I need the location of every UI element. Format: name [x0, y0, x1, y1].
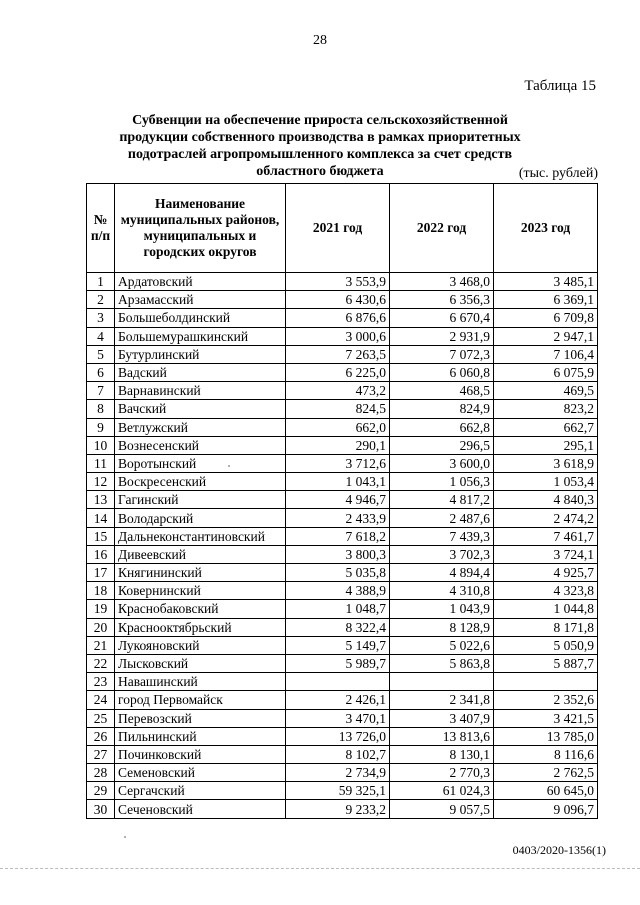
district-name: Краснобаковский: [115, 600, 286, 618]
value-2021: 290,1: [286, 436, 390, 454]
district-name: Гагинский: [115, 491, 286, 509]
value-2023: 7 106,4: [494, 345, 598, 363]
value-2023: 2 474,2: [494, 509, 598, 527]
value-2021: 3 712,6: [286, 454, 390, 472]
page-edge-mark: [0, 868, 640, 869]
row-number: 3: [87, 309, 115, 327]
value-2022: 4 310,8: [390, 582, 494, 600]
value-2023: 3 724,1: [494, 545, 598, 563]
district-name: Дивеевский: [115, 545, 286, 563]
value-2022: 6 670,4: [390, 309, 494, 327]
value-2021: 5 989,7: [286, 654, 390, 672]
value-2023: 3 421,5: [494, 709, 598, 727]
table-row: [87, 545, 598, 563]
value-2022: 7 072,3: [390, 345, 494, 363]
value-2023: 5 887,7: [494, 654, 598, 672]
column-header-2022: 2022 год: [390, 184, 494, 273]
row-number: 29: [87, 782, 115, 800]
value-2021: 662,0: [286, 418, 390, 436]
district-name: Лысковский: [115, 654, 286, 672]
column-header-num: № п/п: [87, 184, 115, 273]
district-name: Сеченовский: [115, 800, 286, 818]
table-label: Таблица 15: [524, 78, 596, 94]
value-2023: 3 618,9: [494, 454, 598, 472]
row-number: 11: [87, 454, 115, 472]
value-2023: 60 645,0: [494, 782, 598, 800]
value-2023: 5 050,9: [494, 636, 598, 654]
district-name: Лукояновский: [115, 636, 286, 654]
document-code: 0403/2020-1356(1): [512, 843, 606, 857]
row-number: 16: [87, 545, 115, 563]
value-2022: 6 060,8: [390, 363, 494, 381]
value-2022: [390, 673, 494, 691]
value-2023: 1 053,4: [494, 473, 598, 491]
value-2022: 13 813,6: [390, 727, 494, 745]
row-number: 25: [87, 709, 115, 727]
district-name: Воскресенский: [115, 473, 286, 491]
value-2022: 2 341,8: [390, 691, 494, 709]
value-2023: 9 096,7: [494, 800, 598, 818]
value-2021: 6 225,0: [286, 363, 390, 381]
value-2021: 7 263,5: [286, 345, 390, 363]
value-2023: 295,1: [494, 436, 598, 454]
district-name: Бутурлинский: [115, 345, 286, 363]
subsidies-table: [86, 183, 598, 819]
value-2021: 6 876,6: [286, 309, 390, 327]
row-number: 30: [87, 800, 115, 818]
table-row: [87, 273, 598, 291]
table-row: [87, 600, 598, 618]
table-row: [87, 345, 598, 363]
row-number: 6: [87, 363, 115, 381]
district-name: Большемурашкинский: [115, 327, 286, 345]
value-2022: 4 817,2: [390, 491, 494, 509]
document-title: Субвенции на обеспечение прироста сельскохозяйственной продукции собственного производства в рамках приоритетных подотраслей агропромышленного комплекса за счет средств областного бюджета: [119, 113, 521, 179]
district-name: Починковский: [115, 745, 286, 763]
value-2021: 8 102,7: [286, 745, 390, 763]
district-name: Большеболдинский: [115, 309, 286, 327]
table-row: [87, 363, 598, 381]
table-row: [87, 582, 598, 600]
table-row: [87, 473, 598, 491]
value-2022: 824,9: [390, 400, 494, 418]
value-2022: 3 407,9: [390, 709, 494, 727]
value-2021: 2 433,9: [286, 509, 390, 527]
value-2021: 5 149,7: [286, 636, 390, 654]
district-name: Володарский: [115, 509, 286, 527]
table-row: [87, 509, 598, 527]
district-name: Сергачский: [115, 782, 286, 800]
table-row: [87, 691, 598, 709]
value-2023: 2 947,1: [494, 327, 598, 345]
table-row: [87, 527, 598, 545]
value-2021: 3 800,3: [286, 545, 390, 563]
row-number: 15: [87, 527, 115, 545]
value-2023: 2 352,6: [494, 691, 598, 709]
table-row: [87, 291, 598, 309]
value-2021: 8 322,4: [286, 618, 390, 636]
table-row: [87, 709, 598, 727]
district-name: Перевозский: [115, 709, 286, 727]
units-label: (тыс. рублей): [518, 166, 598, 181]
table-row: [87, 327, 598, 345]
row-number: 21: [87, 636, 115, 654]
column-header-2021: 2021 год: [286, 184, 390, 273]
scan-speck: [124, 836, 126, 838]
value-2023: 4 323,8: [494, 582, 598, 600]
row-number: 20: [87, 618, 115, 636]
row-number: 17: [87, 564, 115, 582]
value-2023: 3 485,1: [494, 273, 598, 291]
value-2021: 1 048,7: [286, 600, 390, 618]
district-name: Ардатовский: [115, 273, 286, 291]
district-name: Варнавинский: [115, 382, 286, 400]
row-number: 13: [87, 491, 115, 509]
row-number: 19: [87, 600, 115, 618]
value-2021: 5 035,8: [286, 564, 390, 582]
row-number: 22: [87, 654, 115, 672]
value-2023: 7 461,7: [494, 527, 598, 545]
value-2021: 473,2: [286, 382, 390, 400]
value-2022: 3 468,0: [390, 273, 494, 291]
district-name: Краснооктябрьский: [115, 618, 286, 636]
table-row: [87, 745, 598, 763]
district-name: Семеновский: [115, 764, 286, 782]
value-2021: 3 470,1: [286, 709, 390, 727]
district-name: Княгининский: [115, 564, 286, 582]
column-header-2023: 2023 год: [494, 184, 598, 273]
value-2022: 61 024,3: [390, 782, 494, 800]
value-2023: 8 171,8: [494, 618, 598, 636]
value-2023: [494, 673, 598, 691]
value-2021: 3 000,6: [286, 327, 390, 345]
value-2023: 662,7: [494, 418, 598, 436]
value-2022: 2 487,6: [390, 509, 494, 527]
row-number: 18: [87, 582, 115, 600]
value-2023: 469,5: [494, 382, 598, 400]
district-name: Воротынский: [115, 454, 286, 472]
district-name: Навашинский: [115, 673, 286, 691]
district-name: Арзамасский: [115, 291, 286, 309]
table-body: [87, 273, 598, 819]
district-name: Ветлужский: [115, 418, 286, 436]
value-2021: 3 553,9: [286, 273, 390, 291]
column-header-name: Наименование муниципальных районов, муниципальных и городских округов: [115, 184, 286, 273]
district-name: Вознесенский: [115, 436, 286, 454]
value-2022: 296,5: [390, 436, 494, 454]
page-number: 28: [313, 33, 327, 48]
table-row: [87, 618, 598, 636]
value-2021: 4 946,7: [286, 491, 390, 509]
value-2023: 4 925,7: [494, 564, 598, 582]
value-2022: 8 130,1: [390, 745, 494, 763]
table-row: [87, 654, 598, 672]
row-number: 9: [87, 418, 115, 436]
value-2021: 1 043,1: [286, 473, 390, 491]
value-2022: 8 128,9: [390, 618, 494, 636]
value-2022: 468,5: [390, 382, 494, 400]
value-2023: 2 762,5: [494, 764, 598, 782]
scan-speck: [228, 465, 230, 467]
value-2023: 6 075,9: [494, 363, 598, 381]
row-number: 27: [87, 745, 115, 763]
row-number: 7: [87, 382, 115, 400]
value-2021: 59 325,1: [286, 782, 390, 800]
row-number: 26: [87, 727, 115, 745]
value-2022: 5 022,6: [390, 636, 494, 654]
district-name: Ковернинский: [115, 582, 286, 600]
table-row: [87, 764, 598, 782]
value-2022: 4 894,4: [390, 564, 494, 582]
row-number: 23: [87, 673, 115, 691]
row-number: 1: [87, 273, 115, 291]
value-2022: 3 600,0: [390, 454, 494, 472]
district-name: Дальнеконстантиновский: [115, 527, 286, 545]
value-2023: 13 785,0: [494, 727, 598, 745]
value-2021: 2 426,1: [286, 691, 390, 709]
table-row: [87, 454, 598, 472]
row-number: 24: [87, 691, 115, 709]
table-row: [87, 564, 598, 582]
value-2022: 3 702,3: [390, 545, 494, 563]
table-row: [87, 491, 598, 509]
table-header-row: [87, 184, 598, 273]
value-2021: 4 388,9: [286, 582, 390, 600]
value-2022: 2 931,9: [390, 327, 494, 345]
value-2022: 7 439,3: [390, 527, 494, 545]
row-number: 14: [87, 509, 115, 527]
row-number: 8: [87, 400, 115, 418]
value-2021: 7 618,2: [286, 527, 390, 545]
row-number: 2: [87, 291, 115, 309]
table-row: [87, 727, 598, 745]
value-2022: 5 863,8: [390, 654, 494, 672]
value-2022: 9 057,5: [390, 800, 494, 818]
district-name: город Первомайск: [115, 691, 286, 709]
table-row: [87, 800, 598, 818]
value-2023: 6 369,1: [494, 291, 598, 309]
row-number: 5: [87, 345, 115, 363]
value-2023: 8 116,6: [494, 745, 598, 763]
row-number: 28: [87, 764, 115, 782]
value-2022: 6 356,3: [390, 291, 494, 309]
value-2022: 1 056,3: [390, 473, 494, 491]
district-name: Пильнинский: [115, 727, 286, 745]
table-row: [87, 400, 598, 418]
table-row: [87, 673, 598, 691]
value-2021: 6 430,6: [286, 291, 390, 309]
value-2023: 4 840,3: [494, 491, 598, 509]
table-row: [87, 436, 598, 454]
value-2023: 6 709,8: [494, 309, 598, 327]
table-row: [87, 636, 598, 654]
value-2021: 9 233,2: [286, 800, 390, 818]
value-2021: [286, 673, 390, 691]
value-2023: 1 044,8: [494, 600, 598, 618]
value-2022: 2 770,3: [390, 764, 494, 782]
value-2022: 662,8: [390, 418, 494, 436]
value-2023: 823,2: [494, 400, 598, 418]
table-row: [87, 782, 598, 800]
district-name: Вадский: [115, 363, 286, 381]
table-row: [87, 382, 598, 400]
table-row: [87, 418, 598, 436]
district-name: Вачский: [115, 400, 286, 418]
value-2021: 2 734,9: [286, 764, 390, 782]
value-2021: 13 726,0: [286, 727, 390, 745]
row-number: 12: [87, 473, 115, 491]
row-number: 4: [87, 327, 115, 345]
value-2021: 824,5: [286, 400, 390, 418]
row-number: 10: [87, 436, 115, 454]
value-2022: 1 043,9: [390, 600, 494, 618]
table-row: [87, 309, 598, 327]
